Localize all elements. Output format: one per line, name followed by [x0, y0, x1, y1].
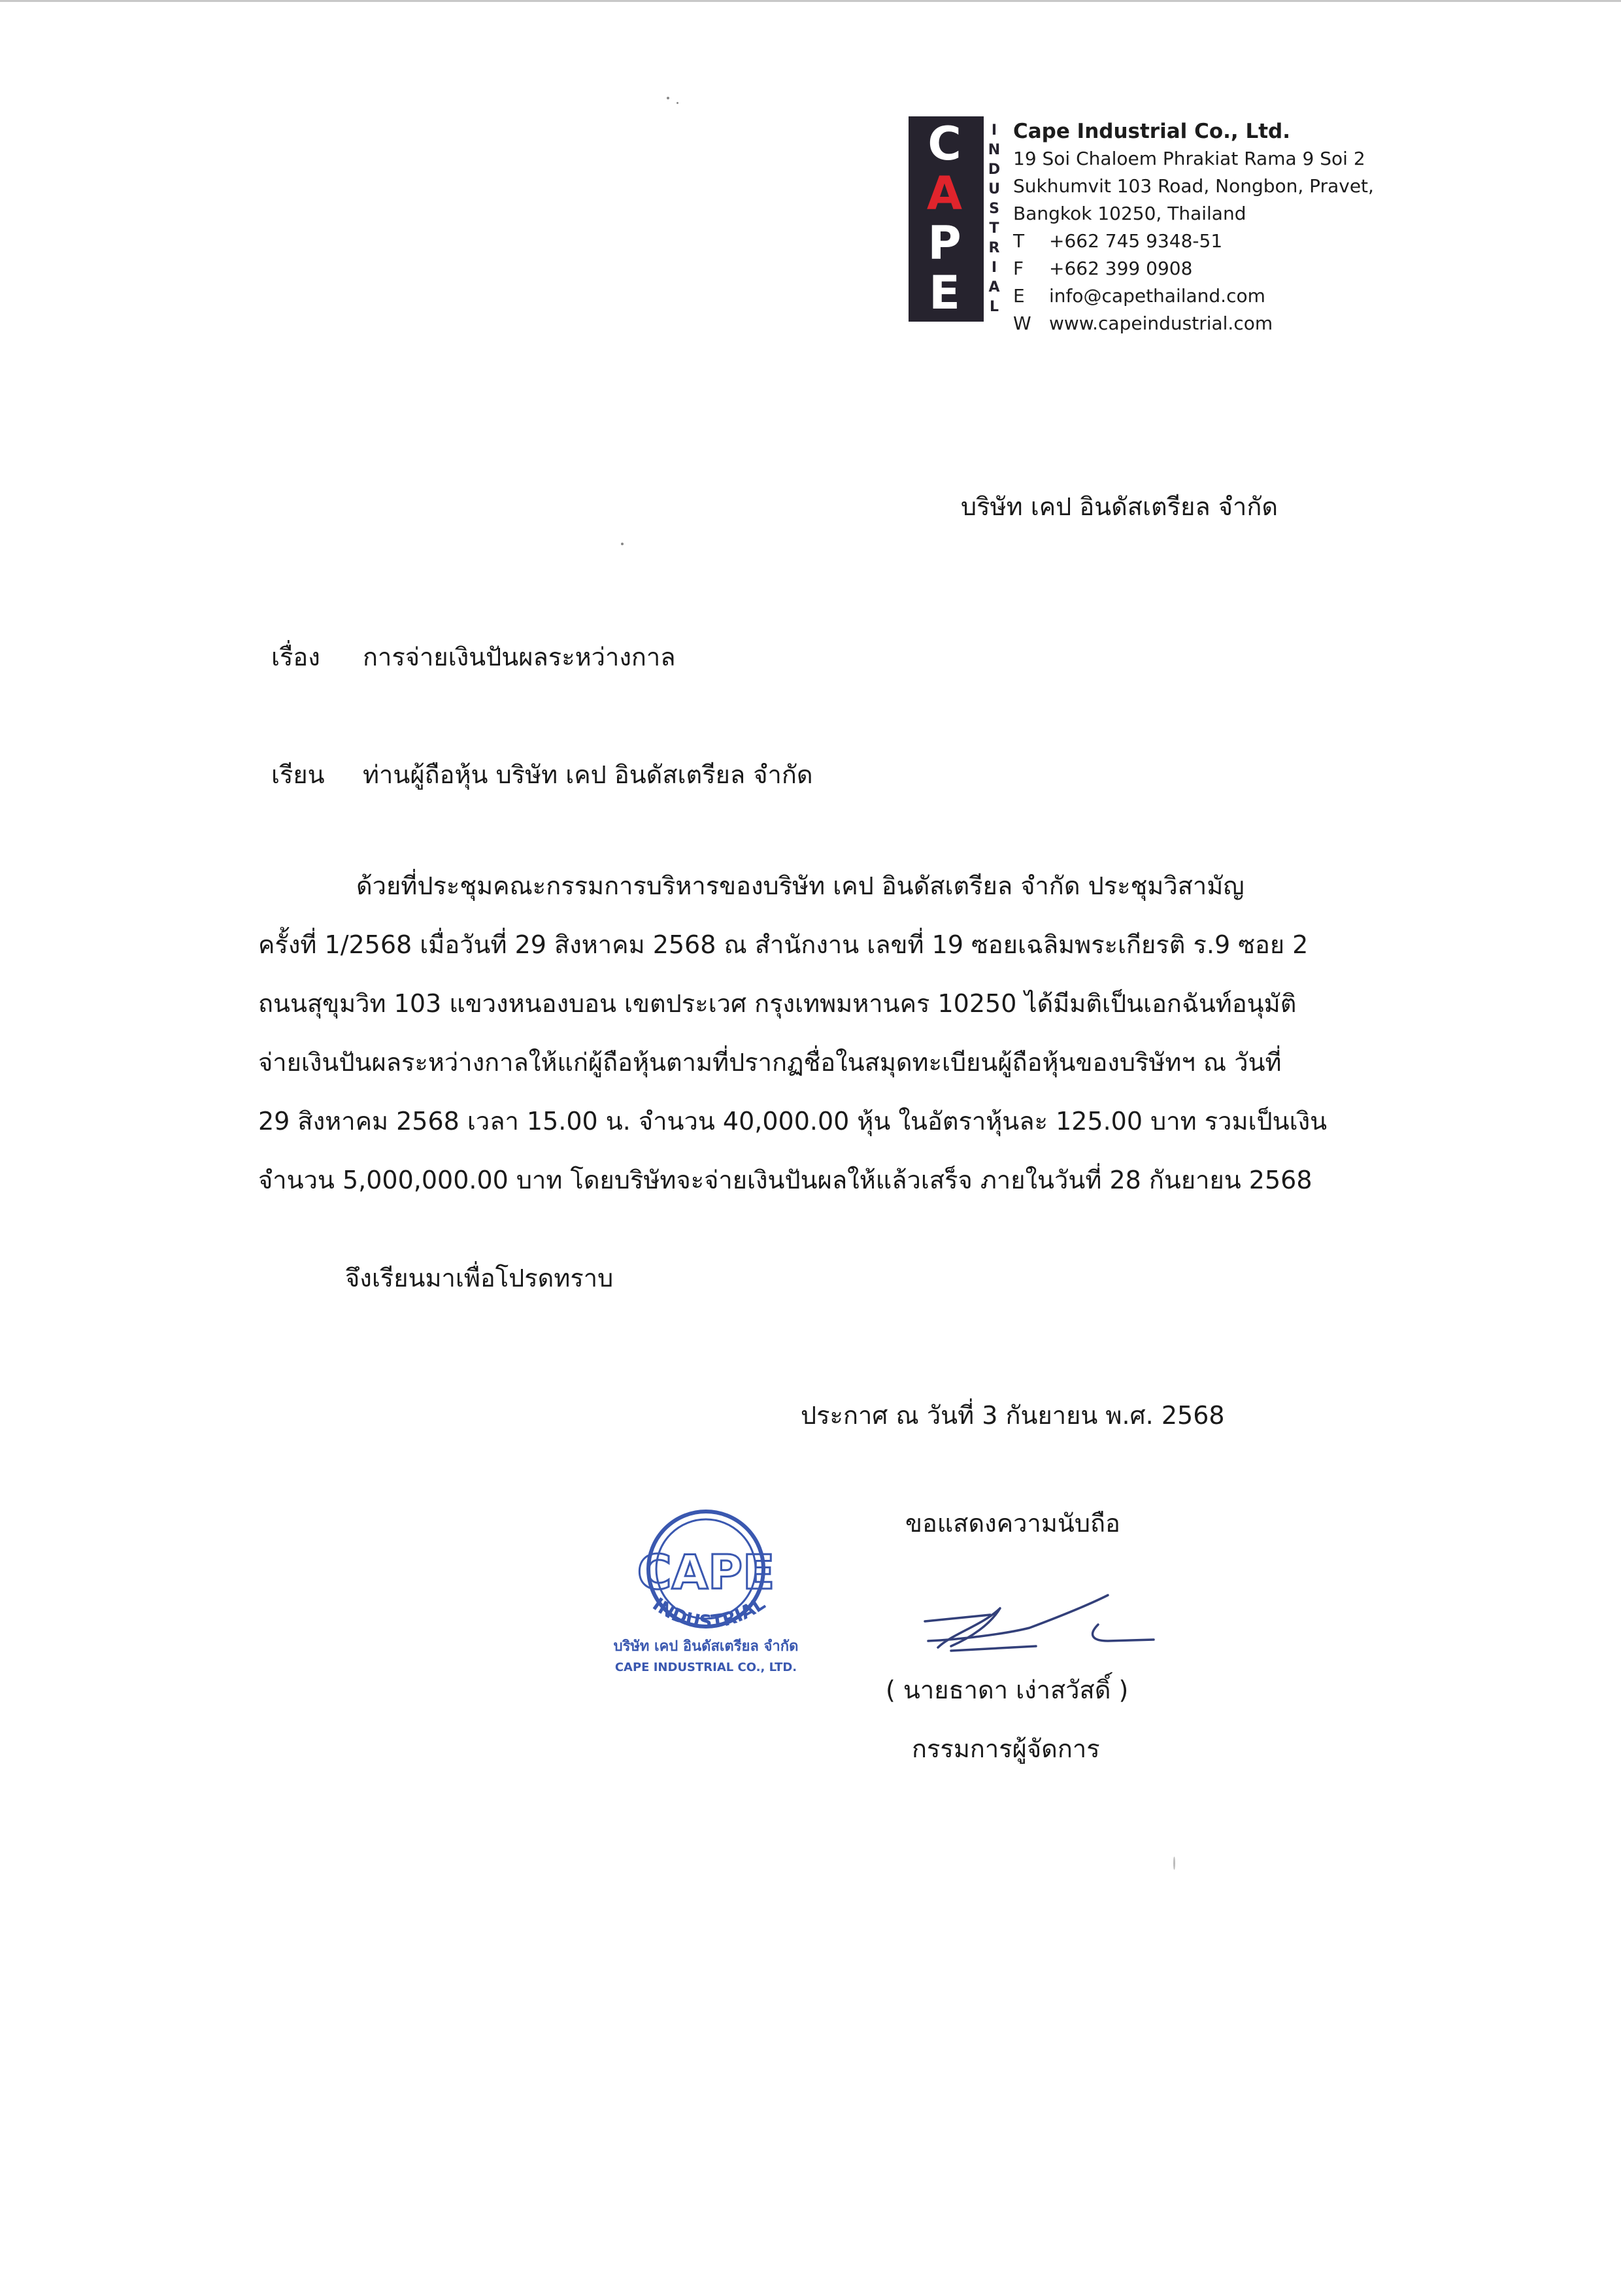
strip-letter: I — [991, 260, 997, 276]
contact-value[interactable]: www.capeindustrial.com — [1049, 312, 1273, 334]
strip-letter: U — [988, 181, 1000, 197]
address-line: Sukhumvit 103 Road, Nongbon, Pravet, — [1013, 175, 1374, 197]
contact-key: T — [1013, 230, 1025, 252]
contact-value: +662 399 0908 — [1049, 258, 1193, 279]
address-line: 19 Soi Chaloem Phrakiat Rama 9 Soi 2 — [1013, 148, 1365, 169]
salutation-label: เรียน — [271, 760, 325, 789]
stamp-english-name: CAPE INDUSTRIAL CO., LTD. — [614, 1661, 797, 1674]
scan-speck — [621, 543, 624, 545]
scan-speck — [1173, 1857, 1175, 1870]
salutation-row — [271, 745, 813, 804]
strip-letter: R — [988, 240, 1000, 256]
address-line: Bangkok 10250, Thailand — [1013, 203, 1246, 224]
scan-speck — [667, 97, 669, 99]
strip-letter: D — [988, 161, 1001, 178]
body-line: 29 สิงหาคม 2568 เวลา 15.00 น. จำนวน 40,000.00 หุ้น ในอัตราหุ้นละ 125.00 บาท รวมเป็นเงิน — [258, 1107, 1328, 1136]
strip-letter: N — [988, 142, 1001, 158]
company-info — [1013, 118, 1374, 337]
contact-website — [1013, 310, 1374, 337]
page-top-edge — [0, 0, 1621, 2]
announcement-date: ประกาศ ณ วันที่ 3 กันยายน พ.ศ. 2568 — [801, 1401, 1225, 1430]
body-line: ถนนสุขุมวิท 103 แขวงหนองบอน เขตประเวศ กรุงเทพมหานคร 10250 ได้มีมติเป็นเอกฉันท์อนุมัติ — [258, 989, 1297, 1018]
signer-title: กรรมการผู้จัดการ — [912, 1734, 1100, 1763]
salutation-text: ท่านผู้ถือหุ้น บริษัท เคป อินดัสเตรียล จำกัด — [363, 760, 813, 789]
logo-letter-c: C — [927, 117, 961, 171]
body-line: จ่ายเงินปันผลระหว่างกาลให้แก่ผู้ถือหุ้นตามที่ปรากฏชื่อในสมุดทะเบียนผู้ถือหุ้นของบริษัทฯ ณ วันที่ — [258, 1048, 1282, 1077]
logo-industrial-strip — [984, 116, 1005, 322]
contact-email — [1013, 282, 1374, 310]
body-paragraph — [258, 856, 1369, 1209]
body-line: จำนวน 5,000,000.00 บาท โดยบริษัทจะจ่ายเงินปันผลให้แล้วเสร็จ ภายในวันที่ 28 กันยายน 2568 — [258, 1166, 1312, 1194]
stamp-logo-text: CAPE — [637, 1545, 775, 1600]
signer-name: ( นายธาดา เง่าสวัสดิ์ ) — [886, 1676, 1129, 1704]
logo-letter-e: E — [929, 266, 960, 320]
subject-text: การจ่ายเงินปันผลระหว่างกาล — [363, 643, 676, 671]
stamp-ring-path: INDUSTRIAL — [648, 1592, 769, 1633]
contact-phone — [1013, 228, 1374, 255]
logo-letter-a: A — [926, 167, 963, 220]
handwritten-signature — [912, 1589, 1160, 1667]
contact-fax — [1013, 255, 1374, 282]
company-name: Cape Industrial Co., Ltd. — [1013, 120, 1290, 143]
contact-value: +662 745 9348-51 — [1049, 230, 1223, 252]
logo-letter-p: P — [927, 216, 961, 270]
contact-key: E — [1013, 285, 1025, 307]
strip-letter: S — [989, 201, 999, 217]
contact-key: W — [1013, 312, 1031, 334]
strip-letter: I — [991, 122, 997, 139]
strip-letter: T — [989, 220, 999, 237]
contact-key: F — [1013, 258, 1024, 279]
subject-label: เรื่อง — [271, 643, 320, 671]
scan-speck — [677, 102, 678, 104]
strip-letter: A — [988, 279, 1000, 295]
contact-value[interactable]: info@capethailand.com — [1049, 285, 1265, 307]
strip-letter: L — [989, 299, 999, 315]
stamp-thai-name: บริษัท เคป อินดัสเตรียล จำกัด — [613, 1638, 799, 1655]
closing-line: จึงเรียนมาเพื่อโปรดทราบ — [345, 1264, 614, 1292]
body-line: ด้วยที่ประชุมคณะกรรมการบริหารของบริษัท เคป อินดัสเตรียล จำกัด ประชุมวิสามัญ — [356, 871, 1245, 900]
body-line: ครั้งที่ 1/2568 เมื่อวันที่ 29 สิงหาคม 2568 ณ สำนักงาน เลขที่ 19 ซอยเฉลิมพระเกียรติ ร.9 ซอย 2 — [258, 930, 1309, 959]
recipient-company-title: บริษัท เคป อินดัสเตรียล จำกัด — [961, 492, 1278, 521]
regards-line: ขอแสดงความนับถือ — [905, 1509, 1120, 1538]
subject-row — [271, 628, 676, 686]
